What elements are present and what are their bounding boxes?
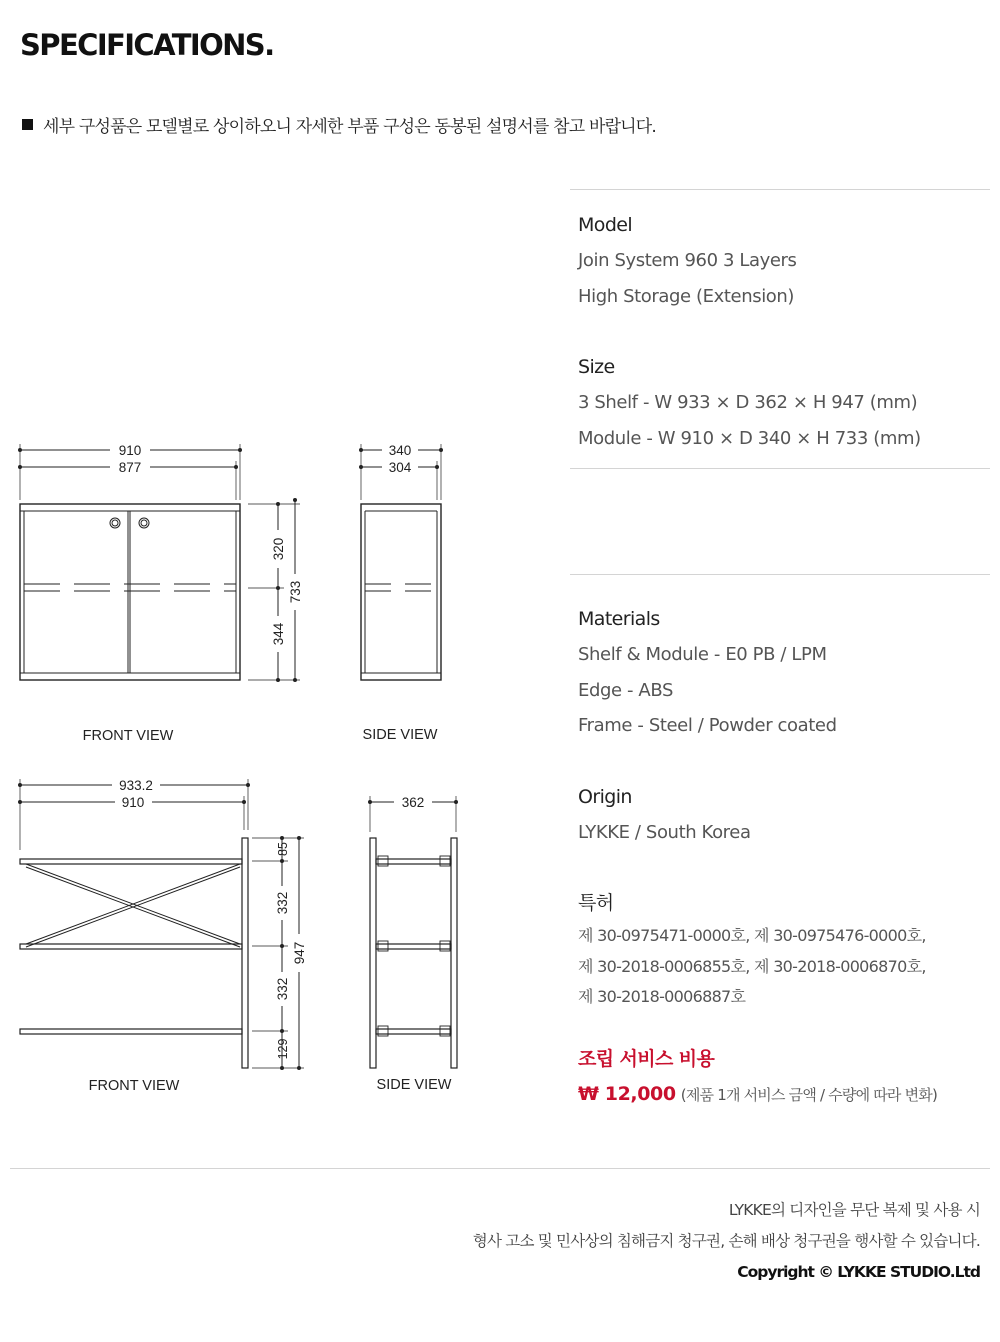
divider	[570, 574, 990, 575]
spec-line: Edge - ABS	[578, 679, 674, 701]
spec-model	[578, 208, 988, 314]
dim-shelf-mid2: 332	[275, 977, 290, 1001]
service-heading: 조립 서비스 비용	[578, 1048, 715, 1070]
spec-line: Frame - Steel / Powder coated	[578, 715, 837, 736]
spec-line: 제 30-2018-0006887호	[578, 987, 746, 1006]
dim-module-depth-inner: 304	[388, 460, 412, 475]
dim-shelf-mid1: 332	[275, 891, 290, 915]
dim-shelf-bottom: 129	[276, 1038, 290, 1060]
spec-heading: 특허	[578, 892, 614, 914]
page-title: SPECIFICATIONS.	[20, 28, 274, 62]
divider	[10, 1168, 990, 1169]
spec-patent	[578, 886, 988, 1013]
spec-heading: Materials	[578, 608, 660, 630]
spec-heading: Size	[578, 356, 615, 378]
dim-shelf-width-outer: 933.2	[119, 778, 153, 793]
module-front-drawing	[20, 444, 300, 680]
spec-line: 3 Shelf - W 933 × D 362 × H 947 (mm)	[578, 392, 918, 413]
spec-materials	[578, 602, 988, 744]
spec-line: 제 30-0975471-0000호, 제 30-0975476-0000호,	[578, 926, 926, 945]
dim-shelf-height: 947	[292, 941, 307, 965]
spec-size	[578, 350, 988, 456]
service-price: ₩ 12,000	[578, 1083, 676, 1105]
module-side-drawing	[361, 444, 441, 680]
spec-origin	[578, 780, 988, 851]
dim-shelf-depth: 362	[401, 795, 425, 810]
dim-shelf-top: 85	[276, 842, 290, 856]
dim-module-width-inner: 877	[118, 460, 142, 475]
spec-line: High Storage (Extension)	[578, 285, 795, 307]
spec-heading: Origin	[578, 786, 632, 808]
dim-shelf-width-inner: 910	[121, 795, 145, 810]
dim-module-width-outer: 910	[118, 443, 142, 458]
spec-line: 제 30-2018-0006855호, 제 30-2018-0006870호,	[578, 956, 926, 976]
copyright: Copyright © LYKKE STUDIO.Ltd	[737, 1263, 980, 1281]
spec-line: Shelf & Module - E0 PB / LPM	[578, 644, 827, 665]
spec-line: Module - W 910 × D 340 × H 733 (mm)	[578, 427, 921, 449]
divider	[570, 189, 990, 190]
caption-shelf-side: SIDE VIEW	[376, 1077, 452, 1093]
spec-service	[578, 1042, 988, 1112]
dim-module-height: 733	[288, 580, 303, 604]
caption-module-side: SIDE VIEW	[362, 727, 438, 743]
drawings	[0, 0, 560, 1160]
spec-heading: Model	[578, 214, 633, 236]
dim-module-lower: 344	[271, 622, 286, 646]
footer	[473, 1195, 980, 1288]
caption-module-front: FRONT VIEW	[82, 728, 174, 744]
divider	[570, 468, 990, 469]
footer-warning-line1: LYKKE의 디자인을 무단 복제 및 사용 시	[728, 1201, 980, 1219]
notice-text: 세부 구성품은 모델별로 상이하오니 자세한 부품 구성은 동봉된 설명서를 참고 바랍니다.	[43, 117, 657, 137]
spec-line: LYKKE / South Korea	[578, 822, 751, 843]
caption-shelf-front: FRONT VIEW	[88, 1078, 180, 1094]
dim-module-depth-outer: 340	[388, 443, 412, 458]
shelf-side-drawing	[370, 796, 457, 1068]
footer-warning-line2: 형사 고소 및 민사상의 침해금지 청구권, 손해 배상 청구권을 행사할 수 있습니다.	[472, 1232, 980, 1250]
shelf-front-drawing	[20, 779, 304, 1068]
service-note: (제품 1개 서비스 금액 / 수량에 따라 변화)	[680, 1086, 938, 1104]
dim-module-upper: 320	[271, 537, 286, 561]
spec-line: Join System 960 3 Layers	[578, 250, 797, 271]
